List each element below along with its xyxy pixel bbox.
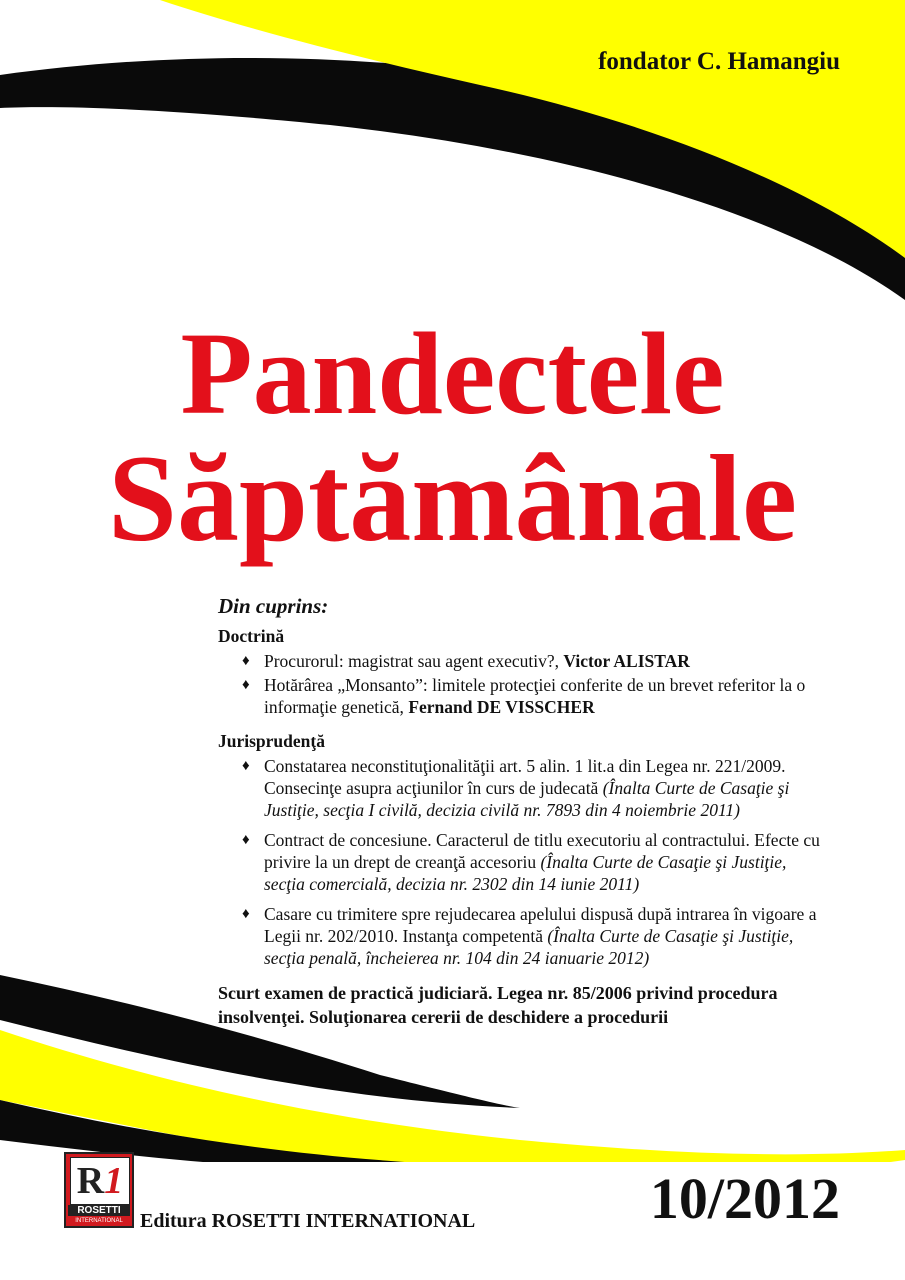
- diamond-bullet-icon: ♦: [242, 832, 250, 848]
- logo-digit: 1: [104, 1160, 124, 1202]
- item-text: Contract de concesiune. Caracterul de titlu executoriu al contractului. Efecte cu privire la un drept de creanţă accesoriu: [264, 830, 820, 872]
- item-text: Constatarea neconstituţionalităţii art. 5 alin. 1 lit.a din Legea nr. 221/2009. Consecinţe asupra acţiunilor în curs de judecată: [264, 756, 786, 798]
- item-text: Hotărârea „Monsanto”: limitele protecţiei conferite de un brevet referitor la o informaţie genetică,: [264, 675, 806, 717]
- item-author: Fernand DE VISSCHER: [408, 697, 595, 717]
- doctrina-list: [218, 650, 830, 718]
- diamond-bullet-icon: ♦: [242, 758, 250, 774]
- logo-sub: INTERNATIONAL: [75, 1218, 123, 1224]
- contents-heading: Din cuprins:: [218, 594, 329, 618]
- diamond-bullet-icon: ♦: [242, 653, 250, 669]
- section-jurisprudenta-title: Jurisprudenţă: [218, 731, 325, 751]
- founder-line: fondator C. Hamangiu: [598, 48, 840, 75]
- logo-monogram: [70, 1157, 130, 1205]
- item-text: Casare cu trimitere spre rejudecarea apelului dispusă după intrarea în vigoare a Legii nr. 202/2010. Instanţa competentă: [264, 904, 817, 946]
- practice-summary: Scurt examen de practică judiciară. Legea nr. 85/2006 privind procedura insolvenţei. Soluţionarea cererii de deschidere a procedurii: [218, 983, 778, 1027]
- item-reference: (Înalta Curte de Casaţie şi Justiţie, secţia I civilă, decizia civilă nr. 7893 din 4 noiembrie 2011): [264, 778, 790, 820]
- item-reference: (Înalta Curte de Casaţie şi Justiţie, secţia penală, încheierea nr. 104 din 24 ianuarie 2012): [264, 926, 794, 968]
- logo-letter: R: [76, 1160, 105, 1202]
- list-item: [218, 674, 830, 718]
- diamond-bullet-icon: ♦: [242, 906, 250, 922]
- journal-title-line1: Pandectele: [180, 308, 725, 439]
- item-text: Procurorul: magistrat sau agent executiv?,: [264, 651, 564, 671]
- journal-title: [0, 308, 905, 567]
- publisher-logo: [64, 1152, 134, 1228]
- journal-title-line2: Săptămânale: [108, 430, 797, 567]
- issue-number: 10/2012: [649, 1166, 840, 1231]
- list-item: [218, 829, 830, 895]
- jurisprudenta-list: [218, 755, 830, 969]
- item-reference: (Înalta Curte de Casaţie şi Justiţie, secţia comercială, decizia nr. 2302 din 14 iunie 2011): [264, 852, 787, 894]
- list-item: [218, 650, 830, 672]
- item-author: Victor ALISTAR: [563, 651, 690, 671]
- diamond-bullet-icon: ♦: [242, 677, 250, 693]
- table-of-contents: [218, 595, 830, 1029]
- logo-brand: ROSETTI: [68, 1205, 130, 1216]
- publisher-name: Editura ROSETTI INTERNATIONAL: [140, 1210, 476, 1232]
- section-doctrina-title: Doctrină: [218, 626, 285, 646]
- list-item: [218, 903, 830, 969]
- list-item: [218, 755, 830, 821]
